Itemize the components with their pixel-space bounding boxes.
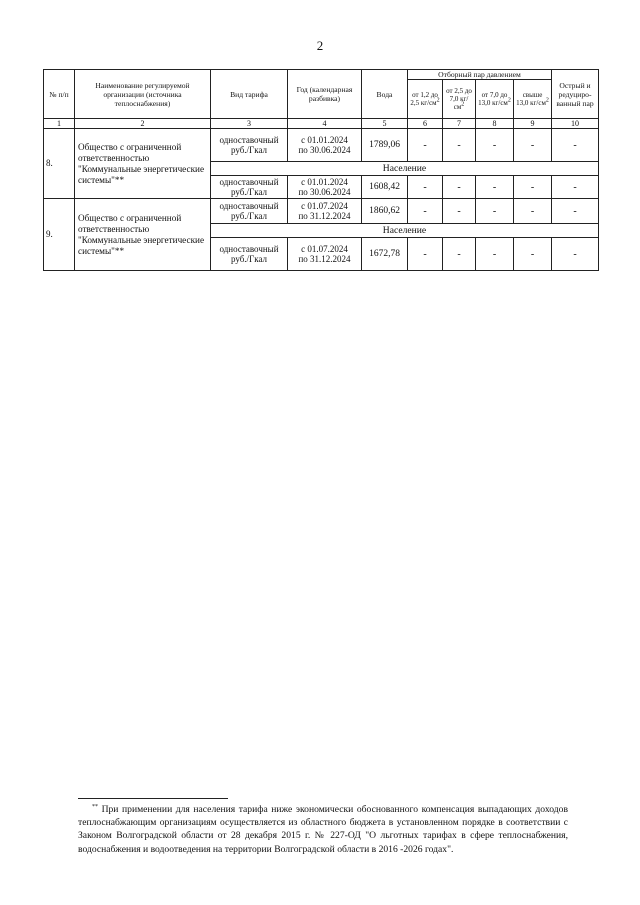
table-row bbox=[44, 129, 599, 162]
footnote bbox=[78, 803, 568, 856]
water-value: 1860,62 bbox=[362, 199, 408, 224]
header-steam-group: Отборный пар давлением bbox=[408, 70, 552, 80]
col-number: 3 bbox=[211, 119, 288, 129]
header-pressure-1: от 1,2 до 2,5 $кг/см^2$ bbox=[408, 80, 443, 119]
header-row-1 bbox=[44, 70, 599, 80]
page-number: 2 bbox=[316, 38, 324, 53]
org-name: Общество с ограниченной ответственностью "Коммунальные энергетические системы"** bbox=[75, 199, 211, 271]
col-number: 6 bbox=[408, 119, 443, 129]
org-name: Общество с ограниченной ответственностью "Коммунальные энергетические системы"** bbox=[75, 129, 211, 199]
header-pressure-2: от 2,5 до 7,0 $кг/см^2$ bbox=[443, 80, 476, 119]
col-number: 9 bbox=[514, 119, 552, 129]
header-year: Год (календарная разбивка) bbox=[288, 70, 362, 119]
period: с 01.01.2024 по 30.06.2024 bbox=[288, 176, 362, 199]
tariff-table bbox=[43, 69, 599, 271]
col-number: 7 bbox=[443, 119, 476, 129]
value-cell: - bbox=[476, 129, 514, 162]
population-label: Население bbox=[211, 162, 599, 176]
value-cell: - bbox=[443, 199, 476, 224]
column-number-row bbox=[44, 119, 599, 129]
header-water: Вода bbox=[362, 70, 408, 119]
header-sharp-steam: Острый и редуциро-ванный пар bbox=[552, 70, 599, 119]
footnote-divider bbox=[78, 798, 228, 799]
tariff-type: одноставочный руб./Гкал bbox=[211, 238, 288, 271]
value-cell: - bbox=[514, 176, 552, 199]
header-num: № п/п bbox=[44, 70, 75, 119]
value-cell: - bbox=[552, 129, 599, 162]
header-tariff-type: Вид тарифа bbox=[211, 70, 288, 119]
header-pressure-3: от 7,0 до 13,0 $кг/см^2$ bbox=[476, 80, 514, 119]
value-cell: - bbox=[443, 129, 476, 162]
period: с 01.07.2024 по 31.12.2024 bbox=[288, 238, 362, 271]
value-cell: - bbox=[408, 238, 443, 271]
tariff-type: одноставочный руб./Гкал bbox=[211, 129, 288, 162]
value-cell: - bbox=[408, 176, 443, 199]
col-number: 2 bbox=[75, 119, 211, 129]
value-cell: - bbox=[552, 199, 599, 224]
value-cell: - bbox=[514, 199, 552, 224]
water-value: 1608,42 bbox=[362, 176, 408, 199]
value-cell: - bbox=[514, 129, 552, 162]
value-cell: - bbox=[476, 176, 514, 199]
value-cell: - bbox=[408, 199, 443, 224]
value-cell: - bbox=[443, 176, 476, 199]
period: с 01.07.2024 по 31.12.2024 bbox=[288, 199, 362, 224]
value-cell: - bbox=[514, 238, 552, 271]
footnote-mark: ** bbox=[92, 803, 98, 810]
col-number: 4 bbox=[288, 119, 362, 129]
value-cell: - bbox=[408, 129, 443, 162]
value-cell: - bbox=[552, 238, 599, 271]
col-number: 1 bbox=[44, 119, 75, 129]
row-number: 8. bbox=[44, 129, 75, 199]
header-pressure-4: свыше 13,0 $кг/см^2$ bbox=[514, 80, 552, 119]
value-cell: - bbox=[476, 238, 514, 271]
water-value: 1789,06 bbox=[362, 129, 408, 162]
header-org-name: Наименование регулируемой организации (источника теплоснабжения) bbox=[75, 70, 211, 119]
period: с 01.01.2024 по 30.06.2024 bbox=[288, 129, 362, 162]
value-cell: - bbox=[476, 199, 514, 224]
value-cell: - bbox=[443, 238, 476, 271]
population-label: Население bbox=[211, 224, 599, 238]
col-number: 10 bbox=[552, 119, 599, 129]
value-cell: - bbox=[552, 176, 599, 199]
col-number: 5 bbox=[362, 119, 408, 129]
col-number: 8 bbox=[476, 119, 514, 129]
row-number: 9. bbox=[44, 199, 75, 271]
tariff-type: одноставочный руб./Гкал bbox=[211, 176, 288, 199]
tariff-type: одноставочный руб./Гкал bbox=[211, 199, 288, 224]
water-value: 1672,78 bbox=[362, 238, 408, 271]
footnote-text: При применении для населения тарифа ниже экономически обоснованного компенсация выпадающих доходов теплоснабжающим организациям осуществляется из областного бюджета в установленном порядке в соответствии с Законом Волгоградской области от 28 декабря 2015 г. № 227-ОД "О льготных тарифах в сфере теплоснабжения, водоснабжения и водоотведения на территории Волгоградской области в 2016 -2026 годах". bbox=[78, 804, 568, 855]
table-row bbox=[44, 199, 599, 224]
